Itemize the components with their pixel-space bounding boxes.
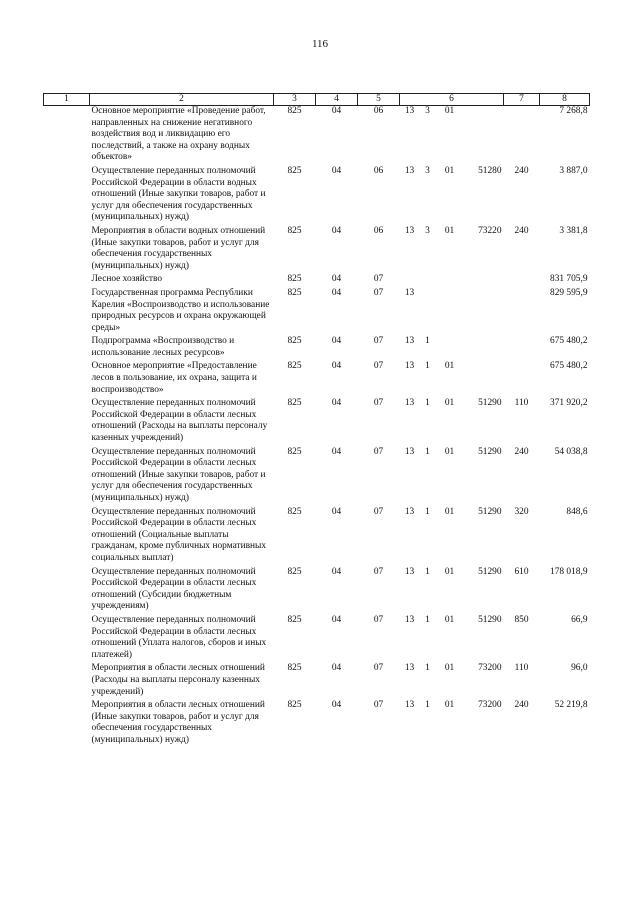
cell-col-8: 848,6 [566,506,588,517]
cell-program: 13 [404,506,415,517]
cell-program: 13 [404,398,415,409]
cell-col-7: 240 [514,165,529,176]
cell-col-1 [44,615,90,663]
cell-col-8: 675 480,2 [550,361,588,372]
cell-name: Лесное хозяйство [91,274,163,285]
cell-name: Осуществление переданных полномочий Российской Федерации в области лесных отношений (Иные закупки товаров, работ и услуг для обеспечения государственных (муниципальных) нужд) [91,446,266,503]
cell-direction: 73220 [478,225,502,236]
cell-direction [464,274,504,288]
cell-col-5: 07 [373,446,384,457]
cell-col-3: 825 [287,506,302,517]
cell-direction: 51290 [478,614,502,625]
table-body [44,106,590,749]
cell-name: Подпрограмма «Воспроизводство и использование лесных ресурсов» [91,336,235,358]
cell-col-1 [44,288,90,336]
table-row [44,567,590,615]
cell-col-1 [44,447,90,507]
cell-col-8: 831 705,9 [550,274,588,285]
cell-name: Мероприятия в области водных отношений (Иные закупки товаров, работ и услуг для обеспечения государственных (муниципальных) нужд) [91,225,266,271]
cell-col-7: 240 [514,225,529,236]
table-row [44,166,590,226]
table-row [44,447,590,507]
cell-col-3: 825 [287,398,302,409]
cell-name: Основное мероприятие «Предоставление лесов в пользование, их охрана, защита и воспроизводство» [91,361,257,395]
table-row [44,106,590,166]
cell-program: 13 [404,446,415,457]
cell-name: Осуществление переданных полномочий Российской Федерации в области лесных отношений (Субсидии бюджетным учреждениям) [91,566,257,612]
cell-col-1 [44,567,90,615]
cell-name: Осуществление переданных полномочий Российской Федерации в области лесных отношений (Уплата налогов, сборов и иных платежей) [91,614,267,660]
cell-name: Осуществление переданных полномочий Российской Федерации в области лесных отношений (Социальные выплаты гражданам, кроме публичных нормативных социальных выплат) [91,506,267,563]
budget-table [43,93,590,748]
cell-event: 01 [444,106,455,116]
cell-subprogram: 3 [425,165,430,176]
cell-col-4: 04 [331,106,342,116]
cell-col-1 [44,361,90,398]
cell-col-8: 54 038,8 [554,446,588,457]
cell-name: Государственная программа Республики Карелия «Воспроизводство и использование природных ресурсов и охрана окружающей среды» [91,287,270,333]
cell-subprogram: 1 [425,398,430,409]
cell-col-5: 07 [373,566,384,577]
cell-col-4: 04 [331,663,342,674]
cell-col-8: 371 920,2 [550,398,588,409]
cell-col-5: 06 [373,165,384,176]
cell-name: Осуществление переданных полномочий Российской Федерации в области водных отношений (Иные закупки товаров, работ и услуг для обеспечения государственных (муниципальных) нужд) [91,165,266,223]
cell-col-5: 07 [373,398,384,409]
cell-col-4: 04 [331,700,342,711]
header-col-5: 5 [358,94,400,106]
cell-col-1 [44,700,90,748]
cell-col-4: 04 [331,287,342,298]
table-row [44,274,590,288]
cell-program [400,274,420,288]
cell-col-1 [44,226,90,274]
cell-col-3: 825 [287,287,302,298]
cell-direction: 51290 [478,566,502,577]
cell-event: 01 [444,663,455,674]
cell-event: 01 [444,506,455,517]
cell-col-5: 07 [373,614,384,625]
cell-event: 01 [444,614,455,625]
cell-direction [464,106,504,166]
cell-event [436,288,464,336]
cell-col-3: 825 [287,566,302,577]
cell-subprogram: 1 [425,506,430,517]
cell-event: 01 [444,566,455,577]
cell-col-7: 850 [514,614,529,625]
cell-col-8: 829 595,9 [550,287,588,298]
cell-col-5: 07 [373,336,384,347]
cell-col-5: 07 [373,287,384,298]
cell-subprogram: 1 [425,663,430,674]
cell-col-8: 66,9 [571,614,588,625]
cell-col-7 [504,361,540,398]
table-row [44,700,590,748]
cell-program: 13 [404,165,415,176]
cell-col-8: 675 480,2 [550,336,588,347]
cell-subprogram: 1 [425,700,430,711]
cell-col-5: 07 [373,506,384,517]
table-row [44,663,590,700]
table-row [44,361,590,398]
page-number: 116 [311,38,329,50]
cell-col-3: 825 [287,614,302,625]
cell-col-5: 07 [373,663,384,674]
header-col-7: 7 [504,94,540,106]
table-row [44,336,590,361]
cell-direction: 51280 [478,165,502,176]
cell-event: 01 [444,165,455,176]
header-col-3: 3 [274,94,316,106]
cell-col-7: 320 [514,506,529,517]
cell-name: Осуществление переданных полномочий Российской Федерации в области лесных отношений (Расходы на выплаты персоналу казенных учреждений) [91,398,268,444]
cell-col-4: 04 [331,165,342,176]
cell-event [436,274,464,288]
cell-subprogram [420,274,436,288]
cell-program: 13 [404,225,415,236]
cell-event: 01 [444,361,455,372]
cell-col-5: 06 [373,106,384,116]
cell-program: 13 [404,106,415,116]
cell-name: Мероприятия в области лесных отношений (Иные закупки товаров, работ и услуг для обеспечения государственных (муниципальных) нужд) [91,700,265,745]
cell-col-1 [44,336,90,361]
cell-program: 13 [404,700,415,711]
cell-col-1 [44,274,90,288]
cell-col-4: 04 [331,225,342,236]
cell-col-1 [44,166,90,226]
cell-subprogram: 1 [425,361,430,372]
cell-col-8: 3 887,0 [559,165,588,176]
cell-col-7: 240 [514,446,529,457]
cell-subprogram: 1 [425,614,430,625]
cell-col-5: 07 [373,700,384,711]
cell-col-8: 96,0 [571,663,588,674]
cell-col-3: 825 [287,663,302,674]
cell-direction [464,361,504,398]
cell-direction: 73200 [478,700,502,711]
cell-col-7: 240 [514,700,529,711]
cell-col-1 [44,398,90,446]
cell-col-7 [504,274,540,288]
cell-col-1 [44,106,90,166]
header-col-8: 8 [540,94,590,106]
cell-col-4: 04 [331,398,342,409]
header-row [44,94,590,106]
cell-subprogram: 3 [425,225,430,236]
table-row [44,226,590,274]
cell-col-3: 825 [287,361,302,372]
cell-col-7 [504,106,540,166]
cell-col-5: 07 [373,274,384,285]
cell-direction: 51290 [478,506,502,517]
header-col-6: 6 [400,94,504,106]
cell-event: 01 [444,446,455,457]
cell-col-8: 7 268,8 [559,106,588,116]
table-row [44,615,590,663]
cell-col-1 [44,663,90,700]
table-row [44,288,590,336]
table-row [44,398,590,446]
cell-col-4: 04 [331,446,342,457]
cell-col-5: 06 [373,225,384,236]
cell-col-4: 04 [331,274,342,285]
cell-col-8: 178 018,9 [550,566,588,577]
cell-col-4: 04 [331,361,342,372]
cell-direction: 51290 [478,446,502,457]
header-col-2: 2 [90,94,274,106]
cell-subprogram: 1 [425,566,430,577]
cell-col-3: 825 [287,446,302,457]
cell-col-4: 04 [331,336,342,347]
cell-col-4: 04 [331,506,342,517]
cell-subprogram: 1 [425,446,430,457]
cell-subprogram: 3 [425,106,430,116]
cell-col-3: 825 [287,165,302,176]
cell-direction: 73200 [478,663,502,674]
cell-col-7: 110 [514,663,529,674]
cell-subprogram: 1 [425,336,430,347]
cell-col-7: 110 [514,398,529,409]
cell-program: 13 [404,566,415,577]
cell-event: 01 [444,700,455,711]
cell-col-3: 825 [287,274,302,285]
cell-col-3: 825 [287,336,302,347]
header-col-4: 4 [316,94,358,106]
cell-name: Мероприятия в области лесных отношений (Расходы на выплаты персоналу казенных учреждений) [91,663,265,697]
cell-col-4: 04 [331,614,342,625]
table-row [44,507,590,567]
cell-col-7 [504,336,540,361]
cell-name: Основное мероприятие «Проведение работ, направленных на снижение негативного воздействия вод и ликвидацию его последствий, а также на охрану водных объектов» [91,106,266,163]
cell-col-5: 07 [373,361,384,372]
cell-event: 01 [444,225,455,236]
cell-event [436,336,464,361]
cell-col-4: 04 [331,566,342,577]
cell-col-1 [44,507,90,567]
cell-direction [464,288,504,336]
cell-col-8: 52 219,8 [554,700,588,711]
cell-program: 13 [404,663,415,674]
cell-direction [464,336,504,361]
header-col-1: 1 [44,94,90,106]
cell-col-3: 825 [287,700,302,711]
cell-program: 13 [404,287,415,298]
cell-program: 13 [404,614,415,625]
cell-col-3: 825 [287,106,302,116]
cell-col-8: 3 381,8 [559,225,588,236]
cell-col-7 [504,288,540,336]
cell-event: 01 [444,398,455,409]
cell-program: 13 [404,361,415,372]
cell-col-3: 825 [287,225,302,236]
cell-col-7: 610 [514,566,529,577]
cell-subprogram [420,288,436,336]
cell-program: 13 [404,336,415,347]
cell-direction: 51290 [478,398,502,409]
